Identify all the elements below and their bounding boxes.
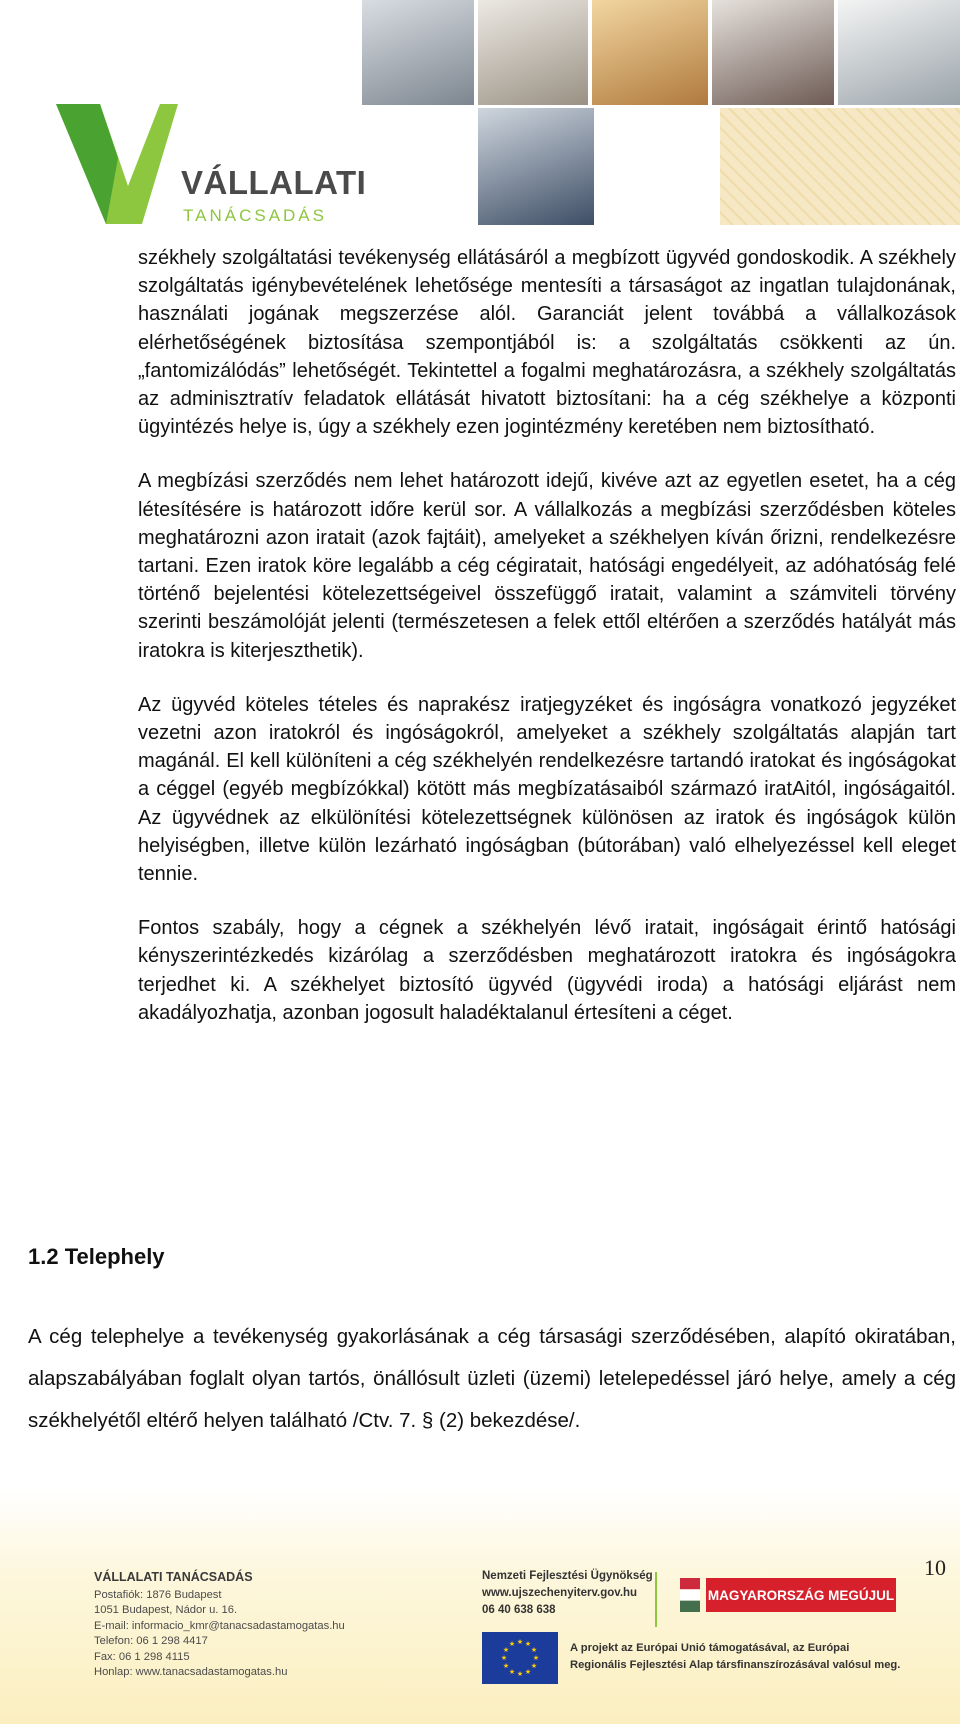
eu-flag-icon: [482, 1632, 558, 1684]
salon-photo: [712, 0, 834, 105]
header-photo-collage: [362, 0, 960, 225]
worker-helmet-photo: [592, 0, 708, 105]
svg-text:★: ★: [516, 1670, 524, 1678]
body-paragraph: Az ügyvéd köteles tételes és naprakész iratjegyzéket és ingóságra vonatkozó jegyzéket vezetni azon iratokról és ingóságokról, amelyeket a székhely szolgáltatás alapján tart magánál. El kell különíteni a cég székhelyén rendelkezésre tartandó iratokat és ingóságokat a céggel (egyéb megbízókkal) kötött más megbízatásaiból származó iratAitól, ingóságaitól. Az ügyvédnek az elkülönítési kötelezettségnek különösen az iratok és ingóságok külön helyiségben, illetve külön lezárható ingóságban (bútorában) való elhelyezéssel kell eleget tennie.: [138, 693, 956, 886]
svg-text:★: ★: [524, 1640, 532, 1648]
logo-subtitle: TANÁCSADÁS: [183, 206, 327, 225]
svg-text:★: ★: [508, 1668, 516, 1676]
nfu-name: Nemzeti Fejlesztési Ügynökség: [482, 1570, 653, 1582]
students-photo: [478, 0, 588, 105]
svg-text:★: ★: [500, 1654, 508, 1662]
svg-text:★: ★: [508, 1640, 516, 1648]
footer-email: E-mail: informacio_kmr@tanacsadastamogatas.hu: [94, 1619, 345, 1632]
nfu-block: [482, 1568, 653, 1619]
footer-postbox: Postafiók: 1876 Budapest: [94, 1588, 222, 1601]
business-people-photo: [362, 0, 474, 105]
engineer-machine-photo: [478, 108, 594, 225]
nfu-phone: 06 40 638 638: [482, 1604, 556, 1616]
body-paragraph: székhely szolgáltatási tevékenység ellátásáról a megbízott ügyvéd gondoskodik. A székhely szolgáltatás igénybevételének lehetősége mentesíti a társaságot az ingatlan tulajdonának, használati jogának megszerzése alól. Garanciát jelent továbbá a vállalkozások elérhetőségének biztosítása szempontjából is: a szolgáltatás csökkenti az ún. „fantomizálódás” lehetőségét. Tekintettel a fogalmi meghatározásra, a székhely szolgáltatás az adminisztratív feladatok ellátását hivatott biztosítani: ha a cég székhelye a központi ügyintézés helye is, úgy a székhely ezen jogintézmény keretében nem biztosítható.: [138, 247, 956, 439]
eu-funding-statement: [570, 1640, 900, 1674]
eu-text-line-2: Regionális Fejlesztési Alap társfinanszírozásával valósul meg.: [570, 1659, 901, 1671]
footer-address: 1051 Budapest, Nádor u. 16.: [94, 1604, 238, 1616]
footer-divider: [655, 1572, 657, 1627]
hungarian-flag-icon: [680, 1578, 700, 1612]
blueprint-pencils-photo: [720, 108, 960, 225]
svg-text:★: ★: [516, 1638, 524, 1646]
svg-text:★: ★: [532, 1654, 540, 1662]
logo-name: VÁLLALATI: [181, 164, 367, 201]
footer-phone: Telefon: 06 1 298 4417: [94, 1635, 208, 1647]
logo-v-mark-icon: [56, 100, 186, 230]
microscope-photo: [838, 0, 960, 105]
section-heading: 1.2 Telephely: [28, 1244, 165, 1269]
svg-text:★: ★: [502, 1646, 510, 1654]
body-paragraph: Fontos szabály, hogy a cégnek a székhelyén lévő iratait, ingóságait érintő hatósági kényszerintézkedés kizárólag a szerződésben meghatározott iratokra és ingóságokra terjedhet ki. A székhelyet biztosító ügyvéd (ügyvédi iroda) a hatósági eljárást nem akadályozhatja, azonban jogosult haladéktalanul értesíteni a céget.: [138, 917, 956, 1024]
footer-contact-block: [94, 1570, 345, 1681]
footer-website: Honlap: www.tanacsadastamogatas.hu: [94, 1666, 288, 1678]
footer-fax: Fax: 06 1 298 4115: [94, 1650, 190, 1663]
page-header: [0, 0, 960, 230]
document-body: [138, 244, 956, 1053]
section-paragraph: A cég telephelye a tevékenység gyakorlásának a cég társasági szerződésében, alapító okiratában, alapszabályában foglalt olyan tartós, önállósult üzleti (üzemi) letelepedéssel járó helye, amely a cég székhelyétől eltérő helyen található /Ctv. 7. § (2) bekezdése/.: [28, 1325, 956, 1432]
page-number: 10: [924, 1555, 946, 1580]
company-logo: [56, 100, 376, 230]
footer-company-name: VÁLLALATI TANÁCSADÁS: [94, 1570, 253, 1584]
body-paragraph: A megbízási szerződés nem lehet határozott idejű, kivéve azt az egyetlen esetet, ha a cég létesítésére is határozott időre kerül sor. A vállalkozás a megbízási szerződésben köteles meghatározni azon iratait (azok fajtáit), amelyeket a székhelyen kíván őrizni, rendelkezésre tartani. Ezen iratok köre legalább a cég cégiratait, hatósági engedélyeit, az adóhatóság felé történő bejelentési kötelezettségeivel összefüggő iratait, valamint a számviteli törvény szerinti beszámolóját jelenti (természetesen a felek ettől eltérően a szerződés hatályát más iratokra is kiterjeszthetik).: [138, 470, 956, 662]
svg-text:★: ★: [524, 1668, 532, 1676]
magyarorszag-megujul-banner: MAGYARORSZÁG MEGÚJUL: [706, 1578, 896, 1612]
svg-text:★: ★: [502, 1662, 510, 1670]
nfu-website: www.ujszechenyiterv.gov.hu: [482, 1587, 638, 1599]
svg-text:★: ★: [530, 1662, 538, 1670]
svg-text:★: ★: [530, 1646, 538, 1654]
eu-text-line-1: A projekt az Európai Unió támogatásával, az Európai: [570, 1642, 850, 1654]
